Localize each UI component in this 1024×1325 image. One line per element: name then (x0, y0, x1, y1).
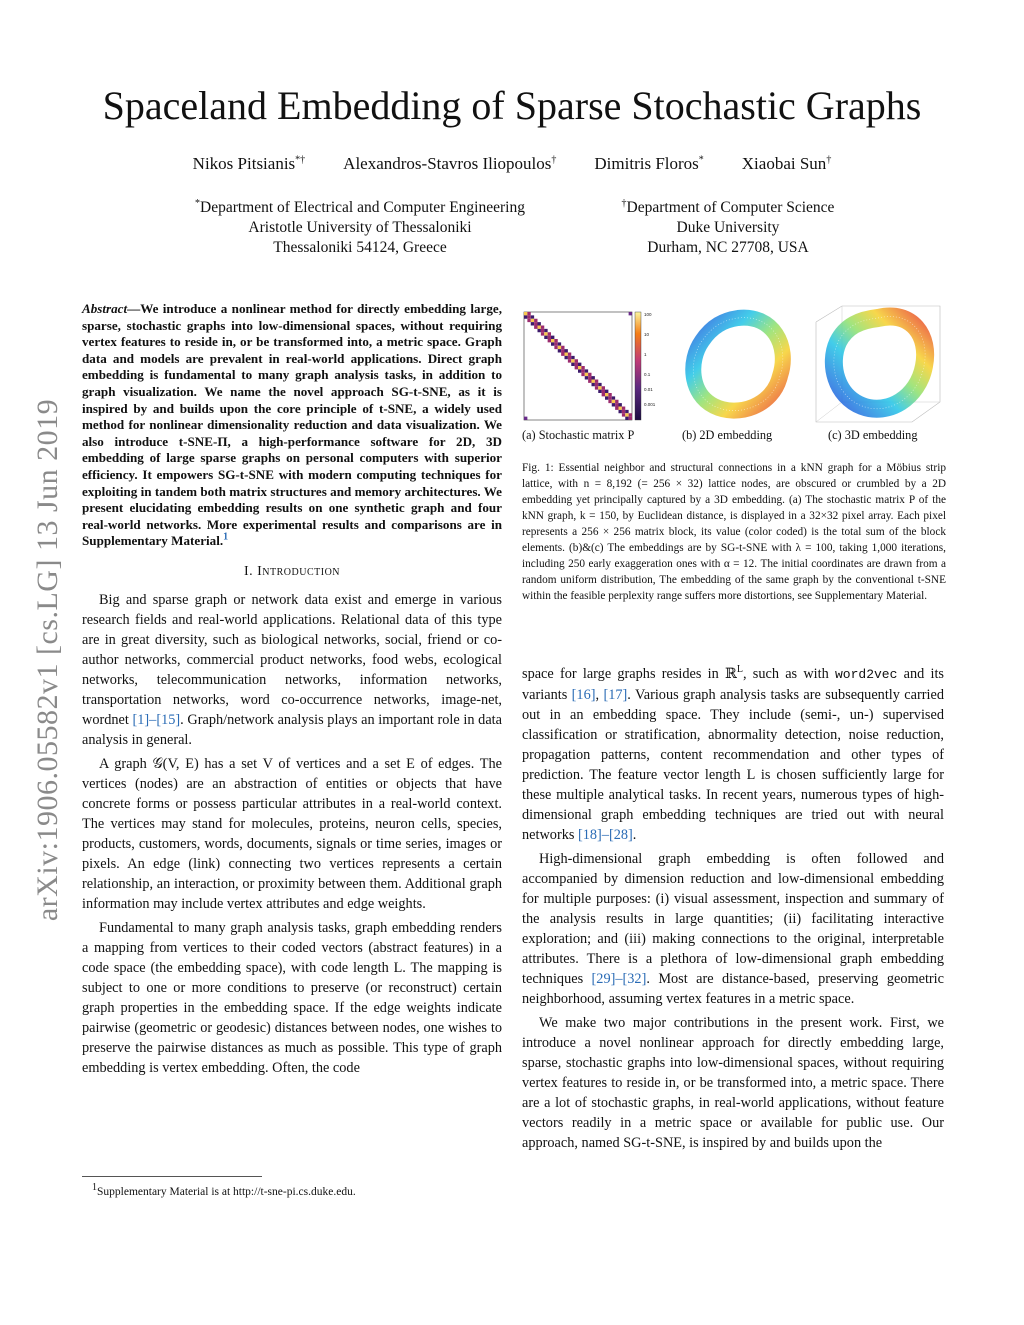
footnote: $^1$Supplementary Material is at http://t-sne-pi.cs.duke.edu. (92, 1182, 356, 1198)
matrix-cell (544, 332, 547, 335)
matrix-cell (619, 407, 622, 410)
citation-link[interactable]: [29]–[32] (591, 971, 647, 987)
matrix-cell (598, 390, 601, 393)
matrix-cell (629, 312, 632, 315)
author: Nikos Pitsianis*† (192, 154, 306, 173)
matrix-cell (615, 407, 618, 410)
matrix-cell (595, 380, 598, 383)
matrix-cell (625, 417, 628, 420)
matrix-cell (554, 339, 557, 342)
matrix-cell (581, 366, 584, 369)
matrix-cell (592, 376, 595, 379)
matrix-cell (612, 396, 615, 399)
matrix-cell (527, 319, 530, 322)
matrix-cell (565, 356, 568, 359)
matrix-cell (592, 380, 595, 383)
matrix-cell (612, 403, 615, 406)
matrix-cell (524, 312, 527, 315)
matrix-cell (554, 342, 557, 345)
paragraph: Big and sparse graph or network data exist and emerge in various research fields and real-world applications. Relational data of this type are in great diversity, such as biological networks, social, friend or co-author networks, commercial product networks, food webs, ecological networks, telecommunication networks, information networks, transportation networks, word co-occurrence networks, image-net, wordnet [1]–[15]. Graph/network analysis plays an important role in data analysis in general. (82, 591, 502, 748)
matrix-cell (622, 407, 625, 410)
matrix-cell (561, 353, 564, 356)
affiliation-ece: *Department of Electrical and Computer Engineering Aristotle University of Thessaloniki Thessaloniki 54124, Greece (195, 197, 525, 256)
embedding-3d-plot (812, 302, 944, 426)
matrix-cell (571, 356, 574, 359)
matrix-cell (548, 332, 551, 335)
matrix-cell (568, 353, 571, 356)
matrix-cell (581, 373, 584, 376)
author: Xiaobai Sun† (741, 154, 832, 173)
matrix-cell (531, 315, 534, 318)
matrix-cell (608, 393, 611, 396)
matrix-cell (588, 380, 591, 383)
footnote-ref[interactable]: 1 (223, 531, 229, 543)
matrix-cell (548, 336, 551, 339)
matrix-cell (527, 312, 530, 315)
author-list (0, 154, 1024, 174)
matrix-cell (541, 329, 544, 332)
matrix-cell (581, 369, 584, 372)
svg-text:1: 1 (644, 352, 647, 357)
matrix-cell (541, 326, 544, 329)
matrix-cell (615, 403, 618, 406)
matrix-cell (527, 315, 530, 318)
paragraph: We make two major contributions in the present work. First, we introduce a novel nonlinear approach for directly embedding large, sparse, stochastic graphs into low-dimensional spaces, without requiring vertex features to reside in, or be transformed into, a metric space. There are a lot of stochastic graphs, in real-world applications, without feature vectors readily in a metric space or available for public use. Our approach, named SG-t-SNE, is inspired by and builds upon the (522, 1015, 944, 1151)
matrix-cell (565, 353, 568, 356)
arxiv-identifier: arXiv:1906.05582v1 [cs.LG] 13 Jun 2019 (31, 398, 64, 922)
matrix-cell (619, 410, 622, 413)
matrix-cell (592, 383, 595, 386)
matrix-cell (585, 369, 588, 372)
matrix-cell (541, 332, 544, 335)
matrix-cell (605, 396, 608, 399)
matrix-cell (565, 349, 568, 352)
matrix-cell (588, 376, 591, 379)
matrix-cell (544, 336, 547, 339)
paragraph: space for large graphs resides in ℝ$^L$, such as with word2vec and its variants [16], [17]. Various graph analysis tasks are subsequently carried out in an embedding space. They include (semi-, un-) supervised classification or stratification, abnormality detection, noise reduction, propagation patterns, content recommendation and other types of prediction. The feature vector length L is chosen sufficiently large for these multiple analytical tasks. In recent years, numerous types of high-dimensional graph embedding techniques are tried out with neural networks [18]–[28]. (522, 664, 944, 843)
svg-text:0.001: 0.001 (644, 402, 656, 407)
matrix-cell (622, 413, 625, 416)
matrix-cell (524, 417, 527, 420)
svg-text:10: 10 (644, 332, 650, 337)
matrix-cell (588, 373, 591, 376)
matrix-cell (598, 386, 601, 389)
matrix-cell (538, 326, 541, 329)
matrix-cell (551, 336, 554, 339)
footnote-rule (82, 1176, 262, 1177)
matrix-cell (524, 315, 527, 318)
paragraph: High-dimensional graph embedding is often followed and accompanied by dimension reduction and low-dimensional embedding for multiple purposes: (i) visual assessment, inspection and summary of the analysis results in large quantities; (ii) facilitating interactive exploration; and (iii) making connections to the original, interpretable attributes. There is a plethora of low-dimensional graph embedding techniques [29]–[32]. Most are distance-based, preserving geometric neighborhood, assuming vertex features in a metric space. (522, 851, 944, 1007)
matrix-cell (625, 410, 628, 413)
matrix-cell (538, 322, 541, 325)
matrix-cell (551, 342, 554, 345)
subcaption-c: (c) 3D embedding (828, 428, 918, 442)
matrix-cell (568, 356, 571, 359)
matrix-cell (615, 400, 618, 403)
figure-1 (516, 300, 946, 720)
matrix-cell (558, 349, 561, 352)
affiliation-cs: †Department of Computer Science Duke University Durham, NC 27708, USA (621, 197, 835, 256)
paragraph: A graph 𝒢(V, E) has a set V of vertices and a set E of edges. The vertices (nodes) are an abstraction of entities or objects that have concrete forms or possess particular attributes in a real-world context. The vertices may stand for molecules, proteins, neuron cells, species, products, customers, words, documents, signals or time series, images or pixels. An edge (link) connecting two vertices represents a certain relationship, an interaction, or proximity between them. Additional graph information may include vertex attributes and edge weights. (82, 755, 502, 912)
matrix-cell (578, 369, 581, 372)
paper-title: Spaceland Embedding of Sparse Stochastic Graphs (102, 83, 922, 128)
matrix-cell (534, 319, 537, 322)
matrix-cell (531, 322, 534, 325)
matrix-cell (578, 363, 581, 366)
citation-link[interactable]: [18]–[28] (578, 827, 633, 843)
matrix-cell (575, 366, 578, 369)
matrix-cell (534, 322, 537, 325)
matrix-cell (595, 383, 598, 386)
matrix-cell (629, 413, 632, 416)
matrix-cell (605, 393, 608, 396)
abstract: Abstract—We introduce a nonlinear method for directly embedding large, sparse, stochastic graphs into low-dimensional spaces, without requiring vertex features to reside in, or be transformed into, a metric space. Graph data and models are prevalent in real-world applications. Direct graph embedding is fundamental to many graph analysis tasks, in addition to graph visualization. We name the novel approach SG-t-SNE, as it is inspired by and builds upon the core principle of t-SNE, a widely used method for nonlinear dimensionality reduction and data visualization. We also introduce t-SNE-Π, a high-performance software for 2D, 3D embedding of large sparse graphs on personal computers with superior efficiency. It empowers SG-t-SNE with modern computing techniques for exploiting in tandem both matrix structures and memory architectures. We present elucidating embedding results on one synthetic graph and four real-world networks. More experimental results and comparisons are in Supplementary Material.$^1$ (82, 301, 502, 549)
matrix-cell (531, 319, 534, 322)
matrix-cell (568, 359, 571, 362)
matrix-cell (534, 326, 537, 329)
matrix-cell (619, 403, 622, 406)
matrix-cell (602, 386, 605, 389)
paragraph: Fundamental to many graph analysis tasks, graph embedding renders a mapping from vertices to their coded vectors (abstract features) in a code space (the embedding space), with code length L. The mapping is subject to one or more conditions to preserve (or reconstruct) certain graph properties in the embedding space. If the edge weights indicate pairwise (geometric or geodesic) distances between nodes, one wishes to preserve the pairwise distances as much as possible. This type of graph embedding is vertex embedding. Often, the code (82, 919, 502, 1076)
matrix-cell (585, 376, 588, 379)
svg-text:0.1: 0.1 (644, 372, 651, 377)
matrix-cell (629, 417, 632, 420)
matrix-cell (585, 373, 588, 376)
matrix-cell (602, 393, 605, 396)
matrix-cell (544, 329, 547, 332)
matrix-cell (598, 383, 601, 386)
matrix-cell (575, 359, 578, 362)
author: Alexandros-Stavros Iliopoulos† (343, 154, 557, 173)
matrix-cell (595, 386, 598, 389)
matrix-cell (571, 359, 574, 362)
matrix-cell (605, 390, 608, 393)
matrix-cell (622, 410, 625, 413)
figure-caption: Fig. 1: Essential neighbor and structural connections in a kNN graph for a Möbius strip lattice, with n = 8,192 (= 256 × 32) lattice nodes, are obscured or crumbled by a 2D embedding yet principally captured by a 3D embedding. (a) The stochastic matrix P of the kNN graph, k = 150, by Euclidean distance, is displayed in a 32×32 pixel array. Each pixel represents a 256 × 256 matrix block, its value (color coded) is the total sum of the block elements. (b)&(c) The embeddings are by SG-t-SNE with λ = 100, taking 1,000 iterations, including 250 early exaggeration ones with α = 12. The initial coordinates are drawn from a random uniform distribution, The embedding of the same graph by the conventional t-SNE within the feasible perplexity range suffers more distortions, see Supplementary Material. (522, 462, 946, 602)
matrix-cell (608, 396, 611, 399)
matrix-cell (575, 363, 578, 366)
matrix-cell (608, 400, 611, 403)
subcaption-a: (a) Stochastic matrix P (522, 428, 635, 442)
matrix-cell (561, 346, 564, 349)
section-heading: I. Introduction (243, 563, 341, 579)
author: Dimitris Floros* (594, 154, 704, 173)
matrix-cell (538, 329, 541, 332)
svg-text:0.01: 0.01 (644, 387, 653, 392)
matrix-cell (571, 363, 574, 366)
matrix-cell (625, 413, 628, 416)
matrix-cell (558, 346, 561, 349)
matrix-cell (578, 366, 581, 369)
stochastic-matrix-plot (522, 300, 672, 424)
matrix-cell (561, 349, 564, 352)
matrix-cell (558, 342, 561, 345)
matrix-cell (554, 346, 557, 349)
citation-link[interactable]: [1]–[15] (132, 711, 181, 728)
matrix-cell (602, 390, 605, 393)
citation-link[interactable]: [17] (603, 687, 628, 703)
right-column (522, 664, 944, 1153)
citation-link[interactable]: [16] (571, 687, 596, 703)
embedding-2d-plot (678, 306, 798, 426)
matrix-cell (551, 339, 554, 342)
svg-text:100: 100 (644, 312, 652, 317)
matrix-cell (548, 339, 551, 342)
matrix-cell (612, 400, 615, 403)
left-column (82, 301, 502, 1078)
subcaption-b: (b) 2D embedding (682, 428, 773, 442)
